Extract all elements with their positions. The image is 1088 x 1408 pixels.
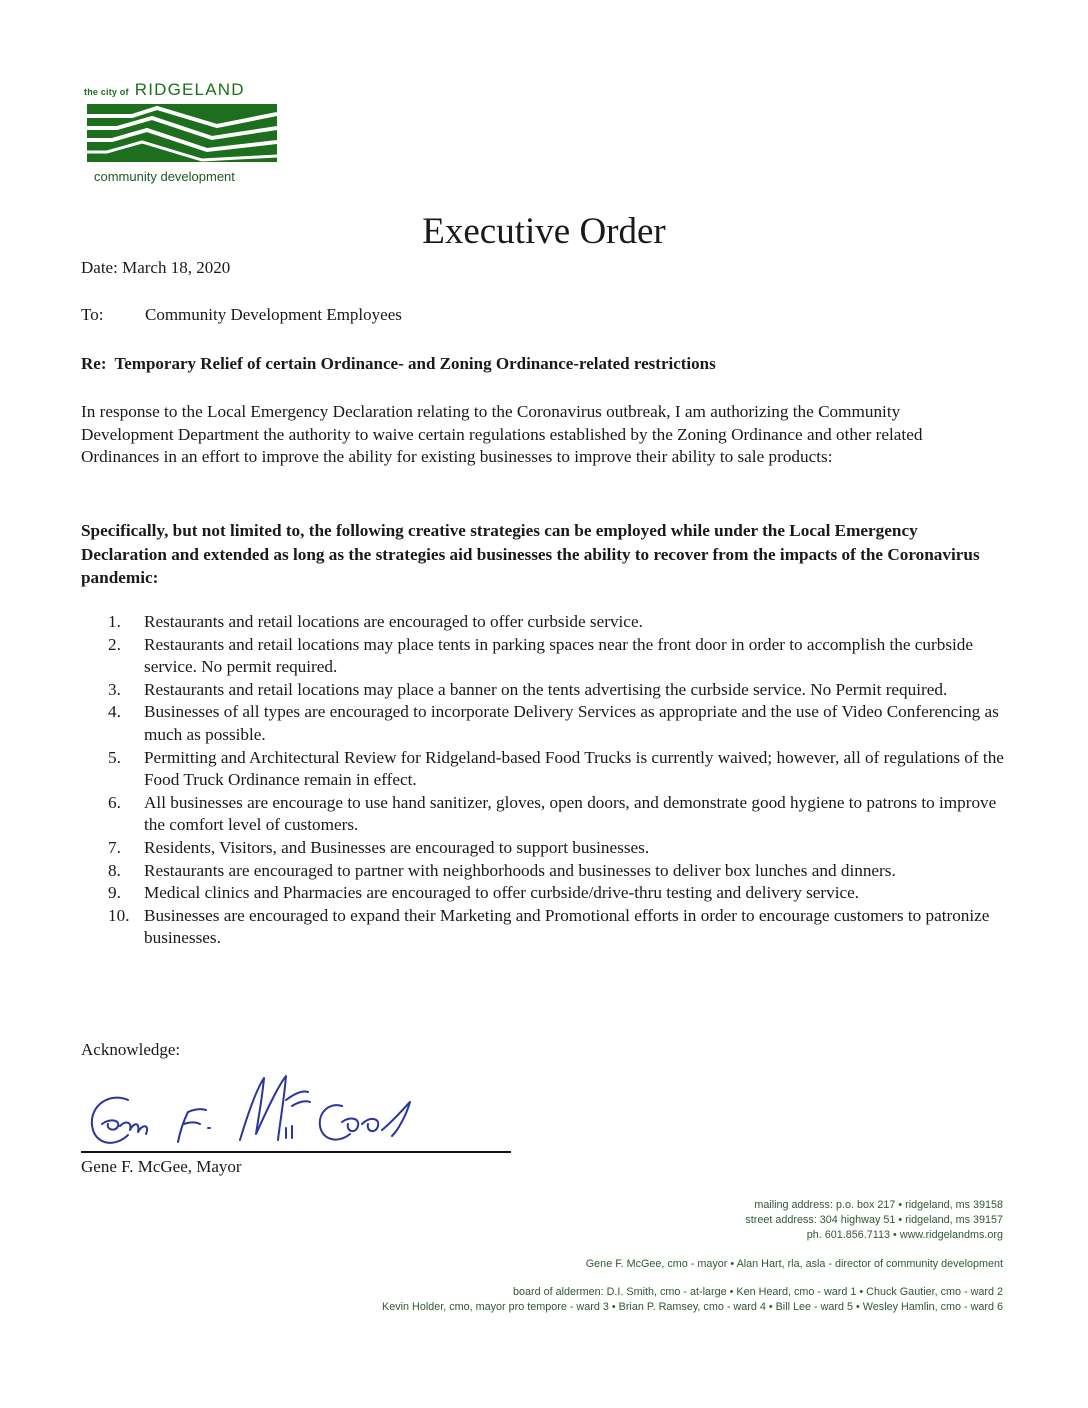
re-label: Re: bbox=[81, 354, 107, 373]
item-text: Permitting and Architectural Review for Ridgeland-based Food Trucks is currently waived; however, all of regulations of the Food Truck Ordinance remain in effect. bbox=[144, 747, 1004, 790]
list-item bbox=[108, 882, 1008, 905]
date-label: Date: bbox=[81, 258, 118, 277]
item-text: Medical clinics and Pharmacies are encouraged to offer curbside/drive-thru testing and delivery service. bbox=[144, 883, 860, 903]
subject-line bbox=[81, 354, 716, 374]
signature-line bbox=[81, 1151, 511, 1153]
item-text: Businesses are encouraged to expand their Marketing and Promotional efforts in order to encourage customers to patronize businesses. bbox=[144, 905, 990, 948]
ridge-waves-icon bbox=[87, 104, 277, 162]
item-text: Businesses of all types are encouraged to incorporate Delivery Services as appropriate and the use of Video Conferencing as much as possible. bbox=[144, 702, 999, 744]
list-item bbox=[108, 792, 1008, 837]
item-number: 4. bbox=[108, 702, 121, 722]
list-item bbox=[108, 679, 1008, 702]
item-number: 10. bbox=[108, 905, 130, 925]
logo-subtitle: community development bbox=[94, 169, 235, 184]
date-value: March 18, 2020 bbox=[122, 258, 231, 277]
list-item bbox=[108, 905, 1008, 950]
list-item bbox=[108, 634, 1008, 679]
board-line: Kevin Holder, cmo, mayor pro tempore - ward 3 • Brian P. Ramsey, cmo - ward 4 • Bill Lee - ward 5 • Wesley Hamlin, cmo - ward 6 bbox=[382, 1301, 1003, 1313]
page-title: Executive Order bbox=[422, 211, 666, 252]
list-item bbox=[108, 701, 1008, 746]
item-number: 8. bbox=[108, 860, 121, 880]
board-line: board of aldermen: D.I. Smith, cmo - at-large • Ken Heard, cmo - ward 1 • Chuck Gautier, cmo - ward 2 bbox=[512, 1286, 1003, 1298]
logo-city-name: RIDGELAND bbox=[134, 80, 245, 99]
item-number: 6. bbox=[108, 792, 121, 812]
item-text: Restaurants and retail locations may place a banner on the tents advertising the curbside service. No Permit required. bbox=[144, 679, 948, 699]
re-value: Temporary Relief of certain Ordinance- and Zoning Ordinance-related restrictions bbox=[114, 354, 716, 373]
item-text: All businesses are encourage to use hand sanitizer, gloves, open doors, and demonstrate good hygiene to patrons to improve the comfort level of customers. bbox=[144, 792, 997, 835]
street-address: street address: 304 highway 51 • ridgeland, ms 39157 bbox=[745, 1214, 1003, 1226]
date-line bbox=[81, 258, 230, 278]
footer-staff: Gene F. McGee, cmo - mayor • Alan Hart, rla, asla - director of community development bbox=[585, 1258, 1003, 1270]
phone-website: ph. 601.856.7113 • www.ridgelandms.org bbox=[806, 1229, 1003, 1241]
footer-address bbox=[745, 1198, 1003, 1243]
item-number: 5. bbox=[108, 747, 121, 767]
item-text: Restaurants and retail locations may place tents in parking spaces near the front door in order to accomplish the curbside service. No permit required. bbox=[144, 634, 974, 677]
signer-name: Gene F. McGee, Mayor bbox=[81, 1157, 242, 1176]
to-value: Community Development Employees bbox=[145, 305, 402, 324]
to-line bbox=[81, 305, 402, 325]
signature-image bbox=[80, 1060, 520, 1155]
item-number: 7. bbox=[108, 837, 121, 857]
logo-prefix: the city of bbox=[84, 87, 129, 97]
acknowledge-label: Acknowledge: bbox=[81, 1040, 181, 1059]
intro-paragraph: In response to the Local Emergency Declaration relating to the Coronavirus outbreak, I am authorizing the Community Development Department the authority to waive certain regulations established by the Zoning Ordinance and other related Ordinances in an effort to improve the ability for existing businesses to improve their ability to sale products: bbox=[81, 402, 923, 466]
logo-heading bbox=[84, 80, 284, 100]
item-text: Restaurants are encouraged to partner with neighborhoods and businesses to deliver box lunches and dinners. bbox=[144, 860, 896, 880]
item-number: 1. bbox=[108, 612, 121, 631]
item-text: Restaurants and retail locations are encouraged to offer curbside service. bbox=[144, 612, 643, 631]
to-label: To: bbox=[81, 305, 104, 324]
item-text: Residents, Visitors, and Businesses are encouraged to support businesses. bbox=[144, 837, 650, 857]
strategies-heading: Specifically, but not limited to, the following creative strategies can be employed while under the Local Emergency Declaration and extended as long as the strategies aid businesses the ability to recover from the impacts of the Coronavirus pandemic: bbox=[81, 521, 980, 587]
mailing-address: mailing address: p.o. box 217 • ridgeland, ms 39158 bbox=[754, 1199, 1003, 1211]
list-item bbox=[108, 747, 1008, 792]
strategies-list bbox=[108, 611, 1008, 950]
list-item bbox=[108, 837, 1008, 860]
list-item bbox=[108, 860, 1008, 883]
city-logo bbox=[84, 80, 284, 184]
item-number: 2. bbox=[108, 634, 121, 654]
list-item bbox=[108, 611, 1008, 634]
footer-board bbox=[382, 1285, 1003, 1315]
item-number: 3. bbox=[108, 679, 121, 699]
item-number: 9. bbox=[108, 883, 121, 903]
